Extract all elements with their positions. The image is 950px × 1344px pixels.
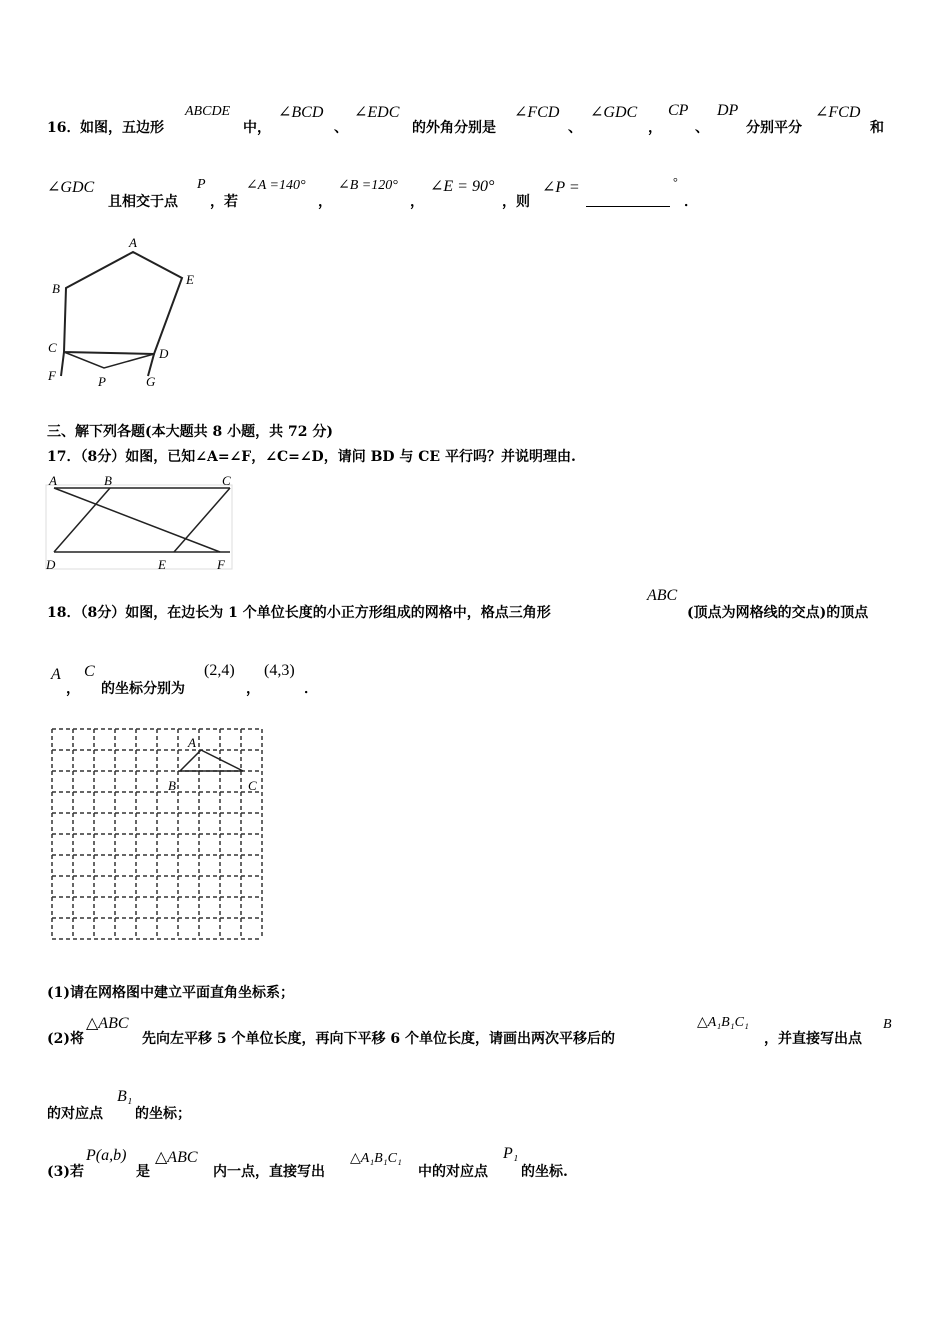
q16-text-1: 如图，五边形 bbox=[80, 120, 164, 136]
q16-label-g: G bbox=[146, 374, 156, 389]
q18-part-3-text-4: 中的对应点 bbox=[418, 1164, 488, 1180]
q16-point-p: P bbox=[197, 177, 206, 192]
q18-label-c: C bbox=[248, 778, 257, 793]
q16-number: 16． bbox=[47, 120, 81, 136]
q18-part-2-text-3: ，并直接写出点 bbox=[764, 1031, 862, 1047]
q16-text-4: 分别平分 bbox=[746, 120, 802, 136]
q17-label-c: C bbox=[222, 473, 231, 488]
q18-part-2-text-4: 的对应点 bbox=[47, 1106, 103, 1122]
q18-part-2-text-5: 的坐标； bbox=[135, 1106, 191, 1122]
q18-part-3-text-2: 是 bbox=[136, 1164, 150, 1180]
q16-pentagon: ABCDE bbox=[185, 104, 231, 119]
q18-part-2-text-1: (2)将 bbox=[47, 1031, 84, 1047]
q18-text-3: 的坐标分别为 bbox=[101, 681, 185, 697]
q17-label-f: F bbox=[217, 557, 225, 572]
q17-label-e: E bbox=[158, 557, 166, 572]
q17-label-a: A bbox=[49, 473, 57, 488]
q17-figure bbox=[40, 472, 240, 574]
q18-part-2-point-b: B bbox=[883, 1017, 892, 1032]
q16-label-d: D bbox=[159, 346, 169, 361]
q18-label-a: A bbox=[188, 735, 196, 750]
q16-angle-gdc-2: ∠GDC bbox=[47, 179, 95, 196]
q18-point-a: A bbox=[51, 666, 61, 683]
q16-angle-fcd: ∠FCD bbox=[514, 104, 560, 121]
q16-label-b: B bbox=[52, 281, 60, 296]
q18-sep-2: ， bbox=[246, 681, 260, 697]
q16-label-p: P bbox=[98, 374, 106, 389]
q18-part-2-triangle-1: △A₁B₁C₁ bbox=[697, 1015, 749, 1030]
q18-grid-figure bbox=[48, 725, 272, 941]
q16-label-f: F bbox=[48, 368, 56, 383]
q16-angle-bcd: ∠BCD bbox=[278, 104, 324, 121]
q16-angle-edc: ∠EDC bbox=[354, 104, 400, 121]
q18-part-3-point-p1: P₁ bbox=[503, 1145, 519, 1162]
q16-angle-fcd-2: ∠FCD bbox=[815, 104, 861, 121]
q18-label-b: B bbox=[168, 778, 176, 793]
q16-label-e: E bbox=[186, 272, 194, 287]
q16-sep-2: 、 bbox=[568, 120, 582, 136]
q18-coord-a: (2,4) bbox=[204, 662, 235, 679]
q16-sep-3: ， bbox=[648, 120, 662, 136]
q18-point-c: C bbox=[84, 663, 95, 680]
q18-part-2-text-2: 先向左平移 5 个单位长度，再向下平移 6 个单位长度，请画出两次平移后的 bbox=[142, 1031, 615, 1047]
q18-part-3-text-1: (3)若 bbox=[47, 1164, 84, 1180]
q18-coord-c: (4,3) bbox=[264, 662, 295, 679]
q18-part-1: (1)请在网格图中建立平面直角坐标系； bbox=[47, 985, 294, 1001]
q18-end: ． bbox=[304, 681, 318, 697]
q17-label-b: B bbox=[104, 473, 112, 488]
q18-triangle-abc: ABC bbox=[647, 587, 678, 604]
q16-text-7: ，若 bbox=[210, 194, 238, 210]
q16-answer-label: ∠P = bbox=[542, 179, 580, 196]
q18-part-3-text-3: 内一点，直接写出 bbox=[213, 1164, 325, 1180]
q18-part-2-triangle: △ABC bbox=[86, 1015, 129, 1032]
q16-text-3: 的外角分别是 bbox=[412, 120, 496, 136]
q16-degree: ° bbox=[673, 175, 678, 189]
q18-sep-1: ， bbox=[66, 681, 80, 697]
q16-label-c: C bbox=[48, 340, 57, 355]
q16-angle-gdc: ∠GDC bbox=[590, 104, 638, 121]
q17-label-d: D bbox=[46, 557, 56, 572]
q18-part-3-text-5: 的坐标. bbox=[521, 1164, 568, 1180]
q16-end: ． bbox=[684, 194, 698, 210]
q16-sep-6: ， bbox=[410, 194, 424, 210]
q18-part-3-triangle-1: △A₁B₁C₁ bbox=[350, 1151, 402, 1166]
q16-text-8: ，则 bbox=[502, 194, 530, 210]
q17-text: 17．（8分）如图，已知∠A=∠F，∠C=∠D，请问 BD 与 CE 平行吗？并说明理由. bbox=[47, 449, 576, 465]
section-3-title: 三、解下列各题(本大题共 8 小题，共 72 分) bbox=[47, 424, 333, 440]
q16-label-a: A bbox=[129, 235, 137, 250]
q16-sep-1: 、 bbox=[334, 120, 348, 136]
q16-text-5: 和 bbox=[870, 120, 884, 136]
q16-dp: DP bbox=[717, 102, 739, 119]
q16-cond-b: ∠B =120° bbox=[338, 178, 398, 193]
q18-text-1: 18．（8分）如图，在边长为 1 个单位长度的小正方形组成的网格中，格点三角形 bbox=[47, 605, 551, 621]
q18-part-3-point-p: P(a,b) bbox=[86, 1147, 127, 1164]
q18-triangle bbox=[180, 750, 243, 771]
q16-text-2: 中， bbox=[243, 120, 271, 136]
q18-part-2-point-b1: B₁ bbox=[117, 1088, 133, 1105]
q16-pentagon-figure bbox=[40, 232, 220, 392]
q16-text-6: 且相交于点 bbox=[108, 194, 178, 210]
q16-cond-e: ∠E = 90° bbox=[430, 178, 495, 195]
q16-cp: CP bbox=[668, 102, 689, 119]
q18-part-3-triangle: △ABC bbox=[155, 1149, 198, 1166]
q16-answer-blank[interactable] bbox=[586, 205, 670, 207]
q16-sep-5: ， bbox=[318, 194, 332, 210]
q18-text-2: (顶点为网格线的交点)的顶点 bbox=[687, 605, 869, 621]
q16-sep-4: 、 bbox=[695, 120, 709, 136]
q16-cond-a: ∠A =140° bbox=[246, 178, 306, 193]
